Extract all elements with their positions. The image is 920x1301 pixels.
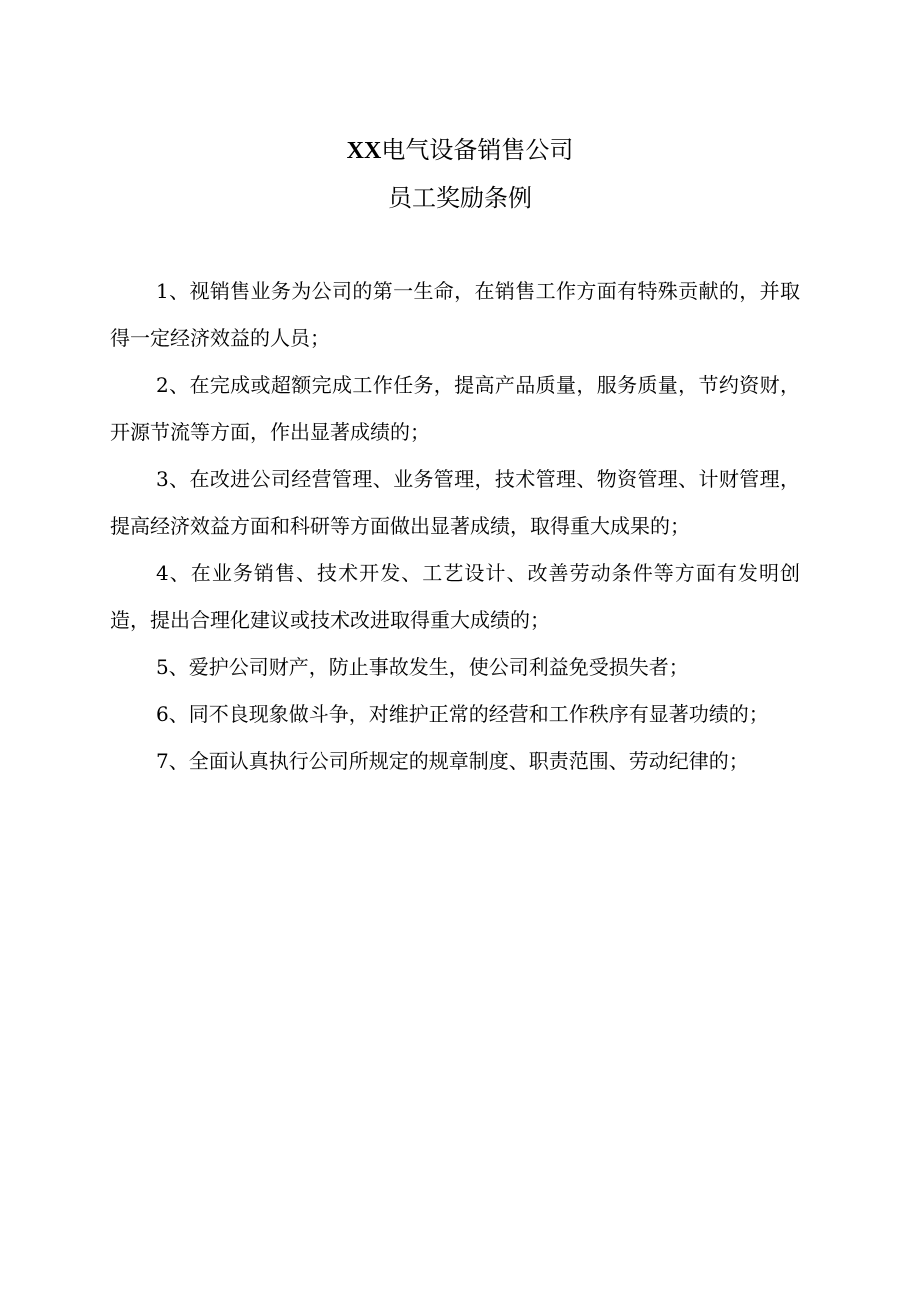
clause-2: 2、在完成或超额完成工作任务，提高产品质量，服务质量，节约资财，开源节流等方面，作出显著成绩的；: [110, 373, 800, 444]
title-block: [0, 126, 920, 222]
clause-5: 5、爱护公司财产，防止事故发生，使公司利益免受损失者；: [156, 655, 689, 679]
company-title: [0, 126, 920, 174]
clause-1: 1、视销售业务为公司的第一生命，在销售工作方面有特殊贡献的，并取得一定经济效益的人员；: [110, 279, 800, 350]
clause-4: 4、在业务销售、技术开发、工艺设计、改善劳动条件等方面有发明创造，提出合理化建议或技术改进取得重大成绩的；: [110, 561, 800, 632]
company-prefix: XX: [346, 138, 382, 164]
document-title: 员工奖励条例: [388, 184, 532, 212]
clause-7: 7、全面认真执行公司所规定的规章制度、职责范围、劳动纪律的；: [156, 749, 749, 773]
clause-6: 6、同不良现象做斗争，对维护正常的经营和工作秩序有显著功绩的；: [156, 702, 769, 726]
company-name: 电气设备销售公司: [381, 136, 574, 164]
clause-3: 3、在改进公司经营管理、业务管理，技术管理、物资管理、计财管理，提高经济效益方面和科研等方面做出显著成绩，取得重大成果的；: [110, 467, 800, 538]
clauses-list: [110, 268, 800, 785]
